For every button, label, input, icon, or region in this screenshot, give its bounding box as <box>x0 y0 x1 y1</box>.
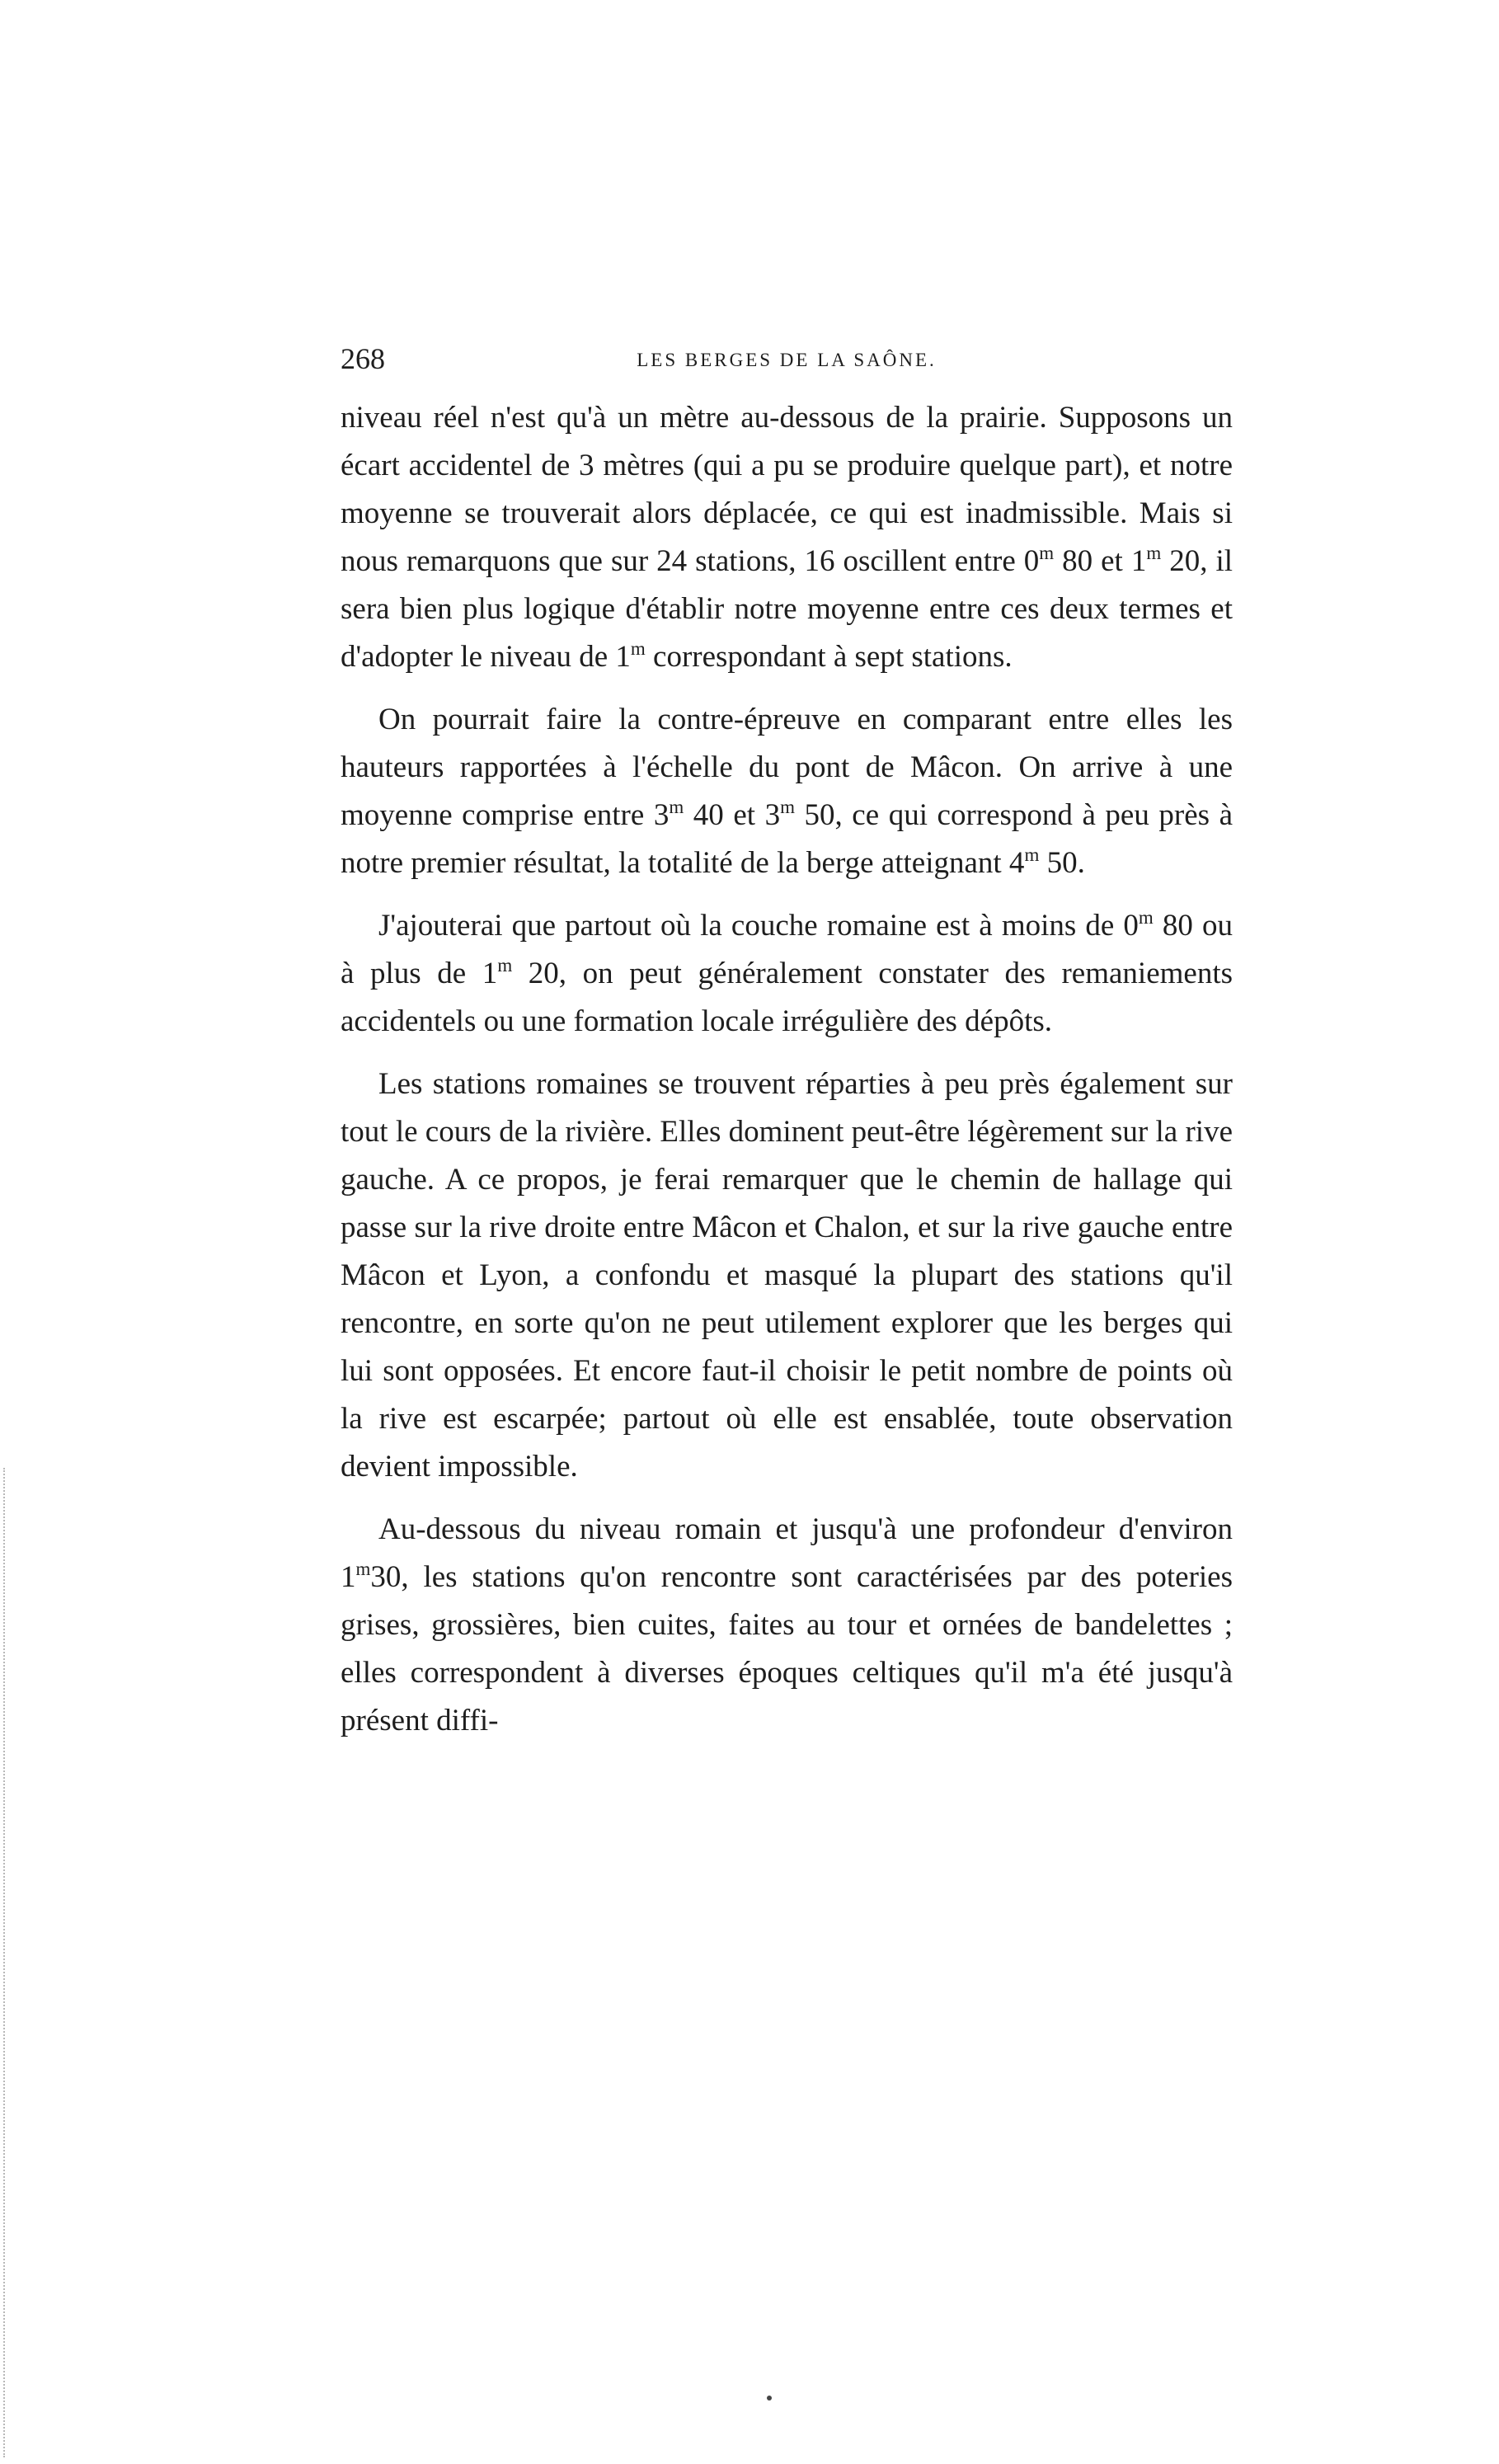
text-run: 50, ce qui correspond à peu près à notre premier résultat, la totalité de la berge atteignant 4 <box>341 798 1234 880</box>
superscript-unit: m <box>497 955 513 976</box>
superscript-unit: m <box>1024 844 1040 865</box>
text-run: J'ajouterai que partout où la couche romaine est à moins de 0 <box>378 909 1139 943</box>
text-run: 80 et 1 <box>1054 544 1147 578</box>
paragraph-1 <box>341 394 1233 681</box>
text-run: 20, on peut généralement constater des remaniements accidentels ou une formation locale irrégulière des dépôts. <box>341 957 1233 1038</box>
text-run: Les stations romaines se trouvent réparties à peu près également sur tout le cours de la rivière. Elles dominent peut-être légèrement sur la rive gauche. A ce propos, je ferai remarquer que le chemin de hallage qui passe sur la rive droite entre Mâcon et Chalon, et sur la rive gauche entre Mâcon et Lyon, a confondu et masqué la plupart des stations qu'il rencontre, en sorte qu'on ne peut utilement explorer que les berges qui lui sont opposées. Et encore faut-il choisir le petit nombre de points où la rive est escarpée; partout où elle est ensablée, toute observation devient impossible. <box>341 1067 1233 1484</box>
body-text <box>341 394 1233 1745</box>
superscript-unit: m <box>1146 543 1162 563</box>
superscript-unit: m <box>780 797 795 817</box>
paragraph-5 <box>341 1506 1233 1745</box>
text-run: 30, les stations qu'on rencontre sont caractérisées par des poteries grises, grossières, bien cuites, faites au tour et ornées de bandelettes ; elles correspondent à diverses époques celtiques qu'il m'a été jusqu'à présent diffi- <box>341 1560 1233 1737</box>
running-title: LES BERGES DE LA SAÔNE. <box>637 350 937 370</box>
text-run: Au-dessous du niveau romain et jusqu'à une profondeur d'environ 1 <box>341 1512 1233 1594</box>
page-number: 268 <box>341 342 385 375</box>
superscript-unit: m <box>630 638 646 659</box>
paragraph-2 <box>341 696 1233 887</box>
running-head <box>341 338 1233 379</box>
superscript-unit: m <box>355 1559 371 1579</box>
text-run: 20, il sera bien plus logique d'établir notre moyenne entre ces deux termes et d'adopter le niveau de 1 <box>341 544 1234 674</box>
superscript-unit: m <box>669 797 684 817</box>
text-run: On pourrait faire la contre-épreuve en comparant entre elles les hauteurs rapportées à l'échelle du pont de Mâcon. On arrive à une moyenne comprise entre 3 <box>341 703 1233 832</box>
superscript-unit: m <box>1039 543 1055 563</box>
text-run: niveau réel n'est qu'à un mètre au-dessous de la prairie. Supposons un écart accidentel de 3 mètres (qui a pu se produire quelque part), et notre moyenne se trouverait alors déplacée, ce qui est inadmissible. Mais si nous remarquons que sur 24 stations, 16 oscillent entre 0 <box>341 401 1233 578</box>
text-run: correspondant à sept stations. <box>645 640 1013 674</box>
ink-speck <box>767 2396 772 2401</box>
scan-margin-dots <box>3 1468 10 2457</box>
text-run: 50. <box>1039 846 1085 880</box>
superscript-unit: m <box>1138 907 1154 928</box>
paragraph-4 <box>341 1060 1233 1491</box>
paragraph-3 <box>341 902 1233 1046</box>
text-run: 40 et 3 <box>684 798 781 832</box>
text-run: 80 ou à plus de 1 <box>341 909 1233 990</box>
